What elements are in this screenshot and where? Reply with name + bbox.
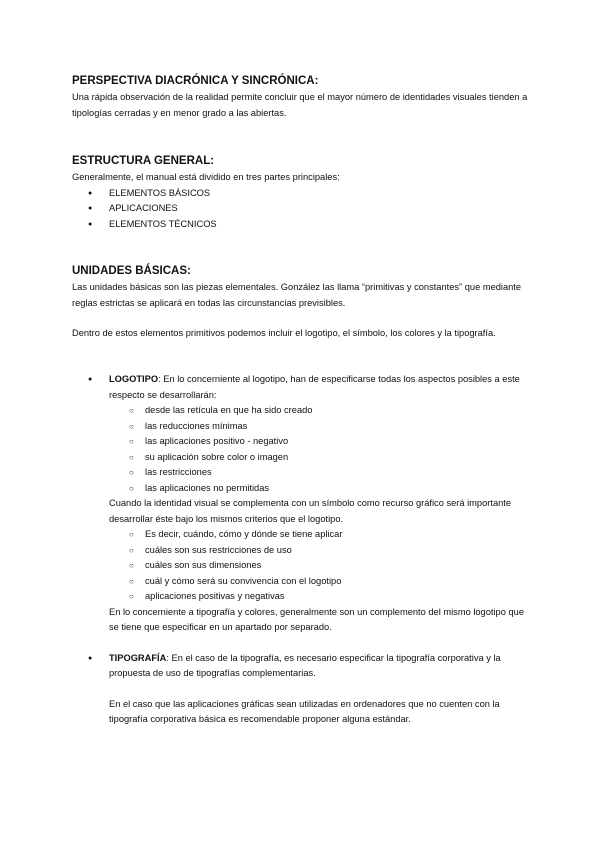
section-unidades xyxy=(72,264,532,342)
circle-bullet-icon: ○ xyxy=(129,545,134,555)
tipografia-closing-paragraph: En el caso que las aplicaciones gráficas sean utilizadas en ordenadores que no cuenten con la tipografía corporativa básica es recomendable proponer alguna estándar. xyxy=(109,698,500,724)
list-item-tipografia xyxy=(72,651,532,728)
logotipo-symbol-paragraph: Cuando la identidad visual se complementa con un símbolo como recurso gráfico será importante desarrollar éste bajo los mismos criterios que el logotipo. xyxy=(109,498,512,524)
sublist-item-text: las restricciones xyxy=(145,467,212,477)
sublist-item xyxy=(109,589,532,605)
section-perspectiva xyxy=(72,74,532,121)
circle-bullet-icon: ○ xyxy=(129,468,134,477)
bullet-icon: ● xyxy=(88,654,93,662)
sublist-item-text: las aplicaciones positivo - negativo xyxy=(145,436,289,446)
sublist-item-text: las aplicaciones no permitidas xyxy=(145,482,270,493)
circle-bullet-icon: ○ xyxy=(129,530,134,539)
logotipo-sublist xyxy=(109,403,532,496)
logotipo-closing-paragraph: En lo concerniente a tipografía y colores, generalmente son un complemento del mismo logotipo que se tiene que especificar en un apartado por separado. xyxy=(109,606,524,632)
sublist-item xyxy=(109,481,532,497)
section-paragraph: Generalmente, el manual está dividido en tres partes principales: xyxy=(72,172,340,182)
section-heading: PERSPECTIVA DIACRÓNICA Y SINCRÓNICA: xyxy=(72,75,319,87)
sublist-item xyxy=(109,434,532,450)
elements-list xyxy=(72,372,532,728)
list-item: ● ELEMENTOS TÉCNICOS xyxy=(72,217,532,233)
sublist-item-text: cuáles son sus dimensiones xyxy=(145,560,262,570)
logotipo-title: LOGOTIPO xyxy=(109,374,159,384)
sublist-item xyxy=(109,419,532,435)
section-heading: ESTRUCTURA GENERAL: xyxy=(72,155,215,167)
circle-bullet-icon: ○ xyxy=(129,421,134,431)
sublist-item-text: aplicaciones positivas y negativas xyxy=(145,591,285,601)
sublist-item-text: su aplicación sobre color o imagen xyxy=(145,451,289,462)
sublist-item xyxy=(109,558,532,574)
elements-list-block xyxy=(72,372,532,728)
circle-bullet-icon: ○ xyxy=(129,452,134,462)
circle-bullet-icon: ○ xyxy=(129,437,134,446)
bullet-icon: ● xyxy=(88,376,93,383)
section-estructura xyxy=(72,154,532,232)
sublist-item xyxy=(109,403,532,419)
sublist-item-text: desde las retícula en que ha sido creado xyxy=(145,405,313,415)
logotipo-paragraph xyxy=(109,374,520,400)
circle-bullet-icon: ○ xyxy=(129,592,134,601)
logotipo-intro: : En lo concerniente al logotipo, han de especificarse todas los aspectos posibles a este respecto se desarrollarán: xyxy=(109,374,520,400)
sublist-item-text: cuáles son sus restricciones de uso xyxy=(145,544,292,555)
sublist-item xyxy=(109,543,532,559)
tipografia-intro: : En el caso de la tipografía, es necesario especificar la tipografía corporativa y la propuesta de uso de tipografías complementarias. xyxy=(109,652,501,678)
section-paragraph: Dentro de estos elementos primitivos podemos incluir el logotipo, el símbolo, los colores y la tipografía. xyxy=(72,328,496,338)
circle-bullet-icon: ○ xyxy=(129,576,134,586)
symbol-sublist xyxy=(109,527,532,605)
section-paragraph: Una rápida observación de la realidad permite concluir que el mayor número de identidades visuales tienden a tipologías cerradas y en menor grado a las abiertas. xyxy=(72,92,528,118)
list-item: ● APLICACIONES xyxy=(72,201,532,217)
sublist-item-text: las reducciones mínimas xyxy=(145,420,248,431)
sublist-item-text: Es decir, cuándo, cómo y dónde se tiene aplicar xyxy=(145,529,343,539)
circle-bullet-icon: ○ xyxy=(129,406,134,415)
sublist-item xyxy=(109,574,532,590)
parts-list xyxy=(72,186,532,233)
sublist-item xyxy=(109,527,532,543)
sublist-item xyxy=(109,450,532,466)
list-item: ● ELEMENTOS BÁSICOS xyxy=(72,186,532,202)
circle-bullet-icon: ○ xyxy=(129,483,134,493)
tipografia-paragraph xyxy=(109,653,501,679)
section-paragraph: Las unidades básicas son las piezas elementales. González las llama “primitivas y constantes” que mediante reglas estrictas se aplicará en todas las circunstancias previsibles. xyxy=(72,282,522,308)
sublist-item xyxy=(109,465,532,481)
list-item-logotipo xyxy=(72,372,532,636)
circle-bullet-icon: ○ xyxy=(129,561,134,570)
sublist-item-text: cuál y cómo será su convivencia con el logotipo xyxy=(145,575,342,586)
tipografia-title: TIPOGRAFÍA xyxy=(109,652,167,663)
section-heading: UNIDADES BÁSICAS: xyxy=(72,265,191,277)
